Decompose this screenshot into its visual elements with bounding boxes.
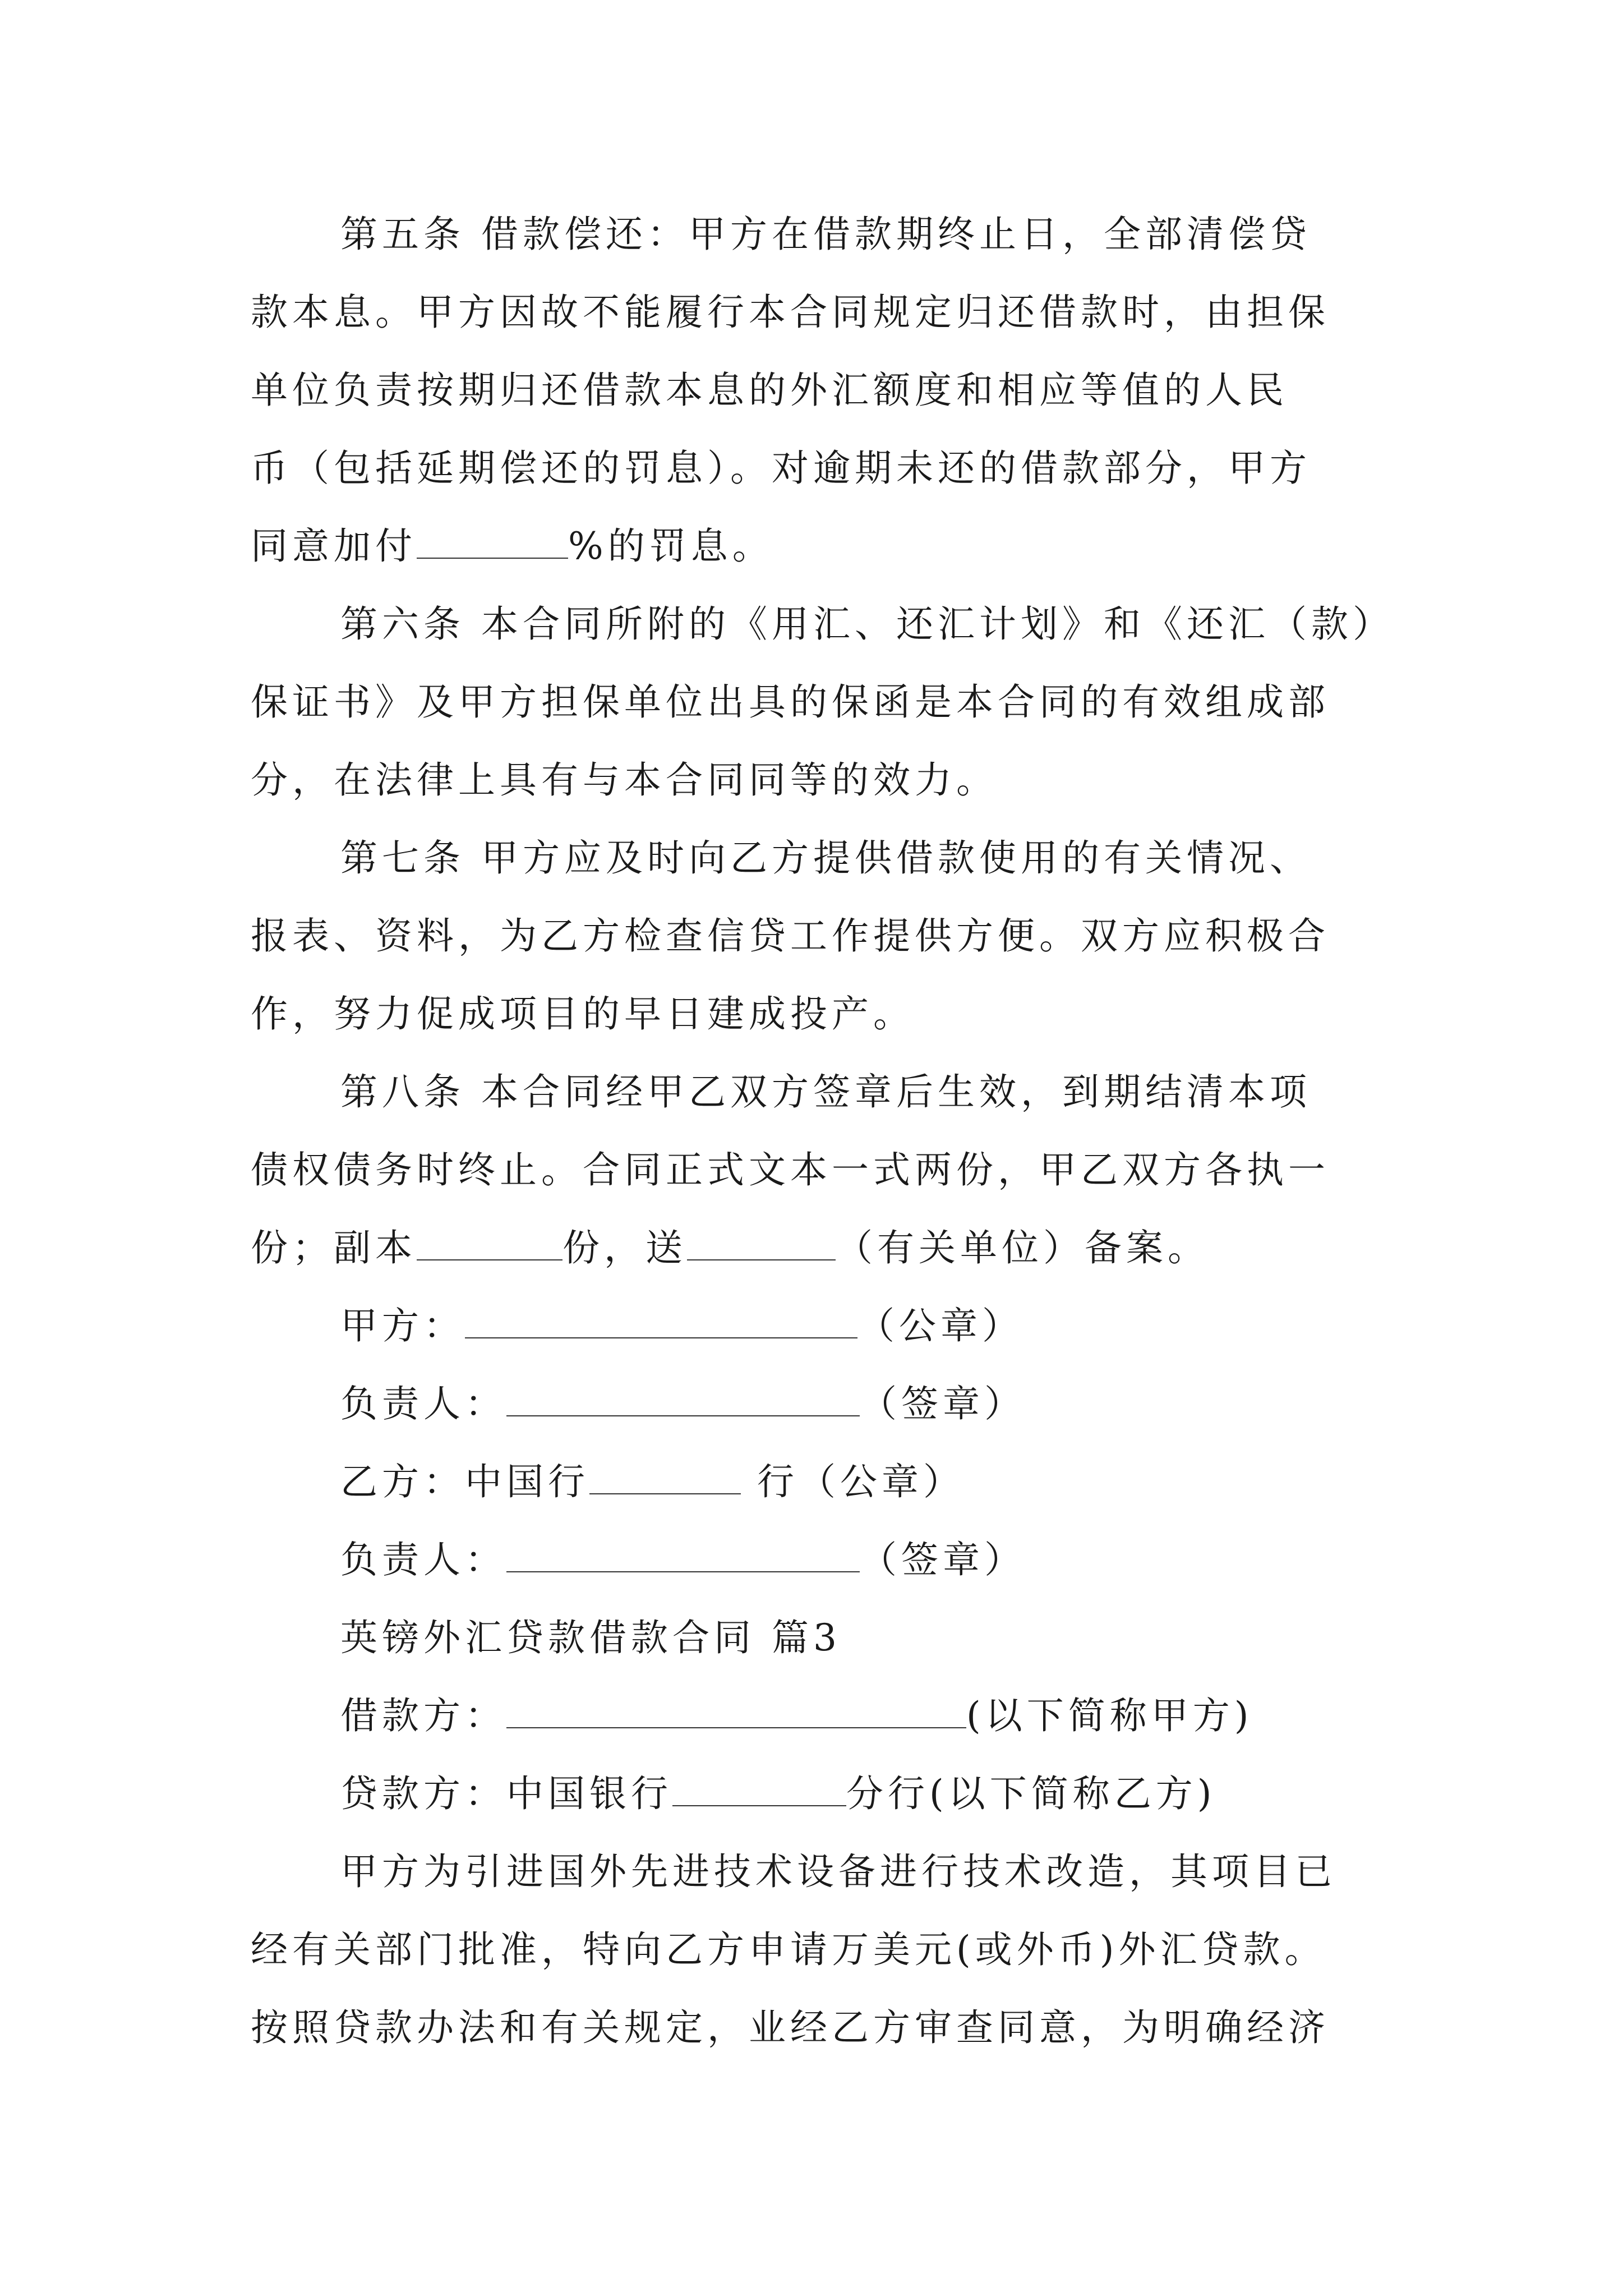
- lender-line: [251, 1755, 1389, 1833]
- borrower-suffix: (以下简称甲方): [966, 1694, 1253, 1737]
- party-a-signature: [251, 1287, 1389, 1365]
- borrower-blank: [506, 1696, 966, 1728]
- lender-label: 贷款方：中国银行: [340, 1772, 672, 1815]
- lender-branch-blank: [672, 1774, 846, 1806]
- penalty-label: 同意加付: [251, 524, 417, 568]
- head-a-seal: （签章）: [860, 1382, 1026, 1425]
- article-5-line-5: [251, 507, 1389, 585]
- head-b-seal: （签章）: [860, 1538, 1026, 1581]
- article-8-line-2: 债权债务时终止。合同正式文本一式两份，甲乙双方各执一: [251, 1148, 1330, 1191]
- copies-blank: [417, 1228, 562, 1260]
- section-3-para-line-1: 甲方为引进国外先进技术设备进行技术改造，其项目已: [340, 1850, 1336, 1893]
- copies-label: 份；副本: [251, 1226, 417, 1269]
- head-b-label: 负责人：: [340, 1538, 506, 1581]
- article-8-line-1: 第八条 本合同经甲乙双方签章后生效，到期结清本项: [340, 1070, 1311, 1114]
- section-3-title: 英镑外汇贷款借款合同 篇3: [340, 1616, 841, 1659]
- article-5-line-2: 款本息。甲方因故不能履行本合同规定归还借款时，由担保: [251, 291, 1330, 334]
- article-6-line-3: 分，在法律上具有与本合同同等的效力。: [251, 758, 998, 802]
- lender-suffix: 分行(以下简称乙方): [846, 1772, 1216, 1815]
- party-b-head-signature: [251, 1521, 1389, 1599]
- penalty-suffix: %的罚息。: [568, 524, 774, 568]
- party-b-seal: 行（公章）: [741, 1460, 965, 1503]
- head-a-blank: [506, 1384, 860, 1416]
- party-a-head-signature: [251, 1365, 1389, 1443]
- article-6-line-1: 第六条 本合同所附的《用汇、还汇计划》和《还汇（款）: [340, 602, 1394, 646]
- penalty-rate-blank: [417, 526, 568, 559]
- party-b-branch-blank: [589, 1462, 741, 1494]
- head-b-blank: [506, 1540, 860, 1572]
- filing-suffix: （有关单位）备案。: [836, 1226, 1209, 1269]
- section-3-para-line-3: 按照贷款办法和有关规定，业经乙方审查同意，为明确经济: [251, 2006, 1330, 2049]
- head-a-label: 负责人：: [340, 1382, 506, 1425]
- section-3-para-line-2: 经有关部门批准，特向乙方申请万美元(或外币)外汇贷款。: [251, 1928, 1326, 1971]
- send-to-blank: [687, 1228, 836, 1260]
- party-b-signature: [251, 1443, 1389, 1521]
- article-7-line-3: 作，努力促成项目的早日建成投产。: [251, 992, 915, 1036]
- article-6-line-2: 保证书》及甲方担保单位出具的保函是本合同的有效组成部: [251, 680, 1330, 724]
- borrower-line: [251, 1677, 1389, 1755]
- article-7-line-2: 报表、资料，为乙方检查信贷工作提供方便。双方应积极合: [251, 914, 1330, 958]
- article-8-line-3: [251, 1209, 1389, 1287]
- article-5-line-1: 第五条 借款偿还：甲方在借款期终止日，全部清偿贷: [340, 213, 1311, 256]
- party-a-blank: [465, 1306, 857, 1338]
- borrower-label: 借款方：: [340, 1694, 506, 1737]
- party-a-label: 甲方：: [340, 1304, 465, 1347]
- article-7-line-1: 第七条 甲方应及时向乙方提供借款使用的有关情况、: [340, 836, 1311, 880]
- article-5-line-3: 单位负责按期归还借款本息的外汇额度和相应等值的人民: [251, 369, 1288, 412]
- send-label: 份，送: [562, 1226, 687, 1269]
- document-body: [251, 195, 1394, 2067]
- party-b-label: 乙方：中国行: [340, 1460, 589, 1503]
- article-5-line-4: 币（包括延期偿还的罚息）。对逾期未还的借款部分，甲方: [251, 447, 1311, 490]
- party-a-seal: （公章）: [857, 1304, 1023, 1347]
